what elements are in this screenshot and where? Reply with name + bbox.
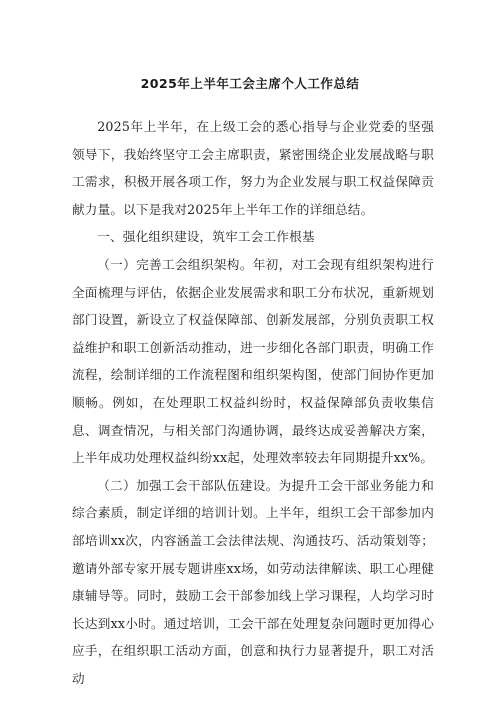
document-body: [72, 113, 434, 692]
section-paragraph-2: （二）加强工会干部队伍建设。为提升工会干部业务能力和综合素质，制定详细的培训计划。上半年，组织工会干部参加内部培训xx次，内容涵盖工会法律法规、沟通技巧、活动策划等；邀请外部专家开展专题讲座xx场，如劳动法律解读、职工心理健康辅导等。同时，鼓励工会干部参加线上学习课程，人均学习时长达到xx小时。通过培训，工会干部在处理复杂问题时更加得心应手，在组织职工活动方面，创意和执行力显著提升，职工对活动: [72, 477, 434, 686]
section-paragraph-1: （一）完善工会组织架构。年初，对工会现有组织架构进行全面梳理与评估，依据企业发展需求和职工分布状况，重新规划部门设置，新设立了权益保障部、创新发展部，分别负责职工权益维护和职工创新活动推动，进一步细化各部门职责，明确工作流程，绘制详细的工作流程图和组织架构图，使部门间协作更加顺畅。例如，在处理职工权益纠纷时，权益保障部负责收集信息、调查情况，与相关部门沟通协调，最终达成妥善解决方案，上半年成功处理权益纠纷xx起，处理效率较去年同期提升xx%。: [72, 256, 434, 466]
section-heading: 一、强化组织建设，筑牢工会工作根基: [97, 229, 315, 245]
document-title: 2025年上半年工会主席个人工作总结: [140, 76, 360, 91]
intro-paragraph: 2025年上半年，在上级工会的悉心指导与企业党委的坚强领导下，我始终坚守工会主席职责，紧密围绕企业发展战略与职工需求，积极开展各项工作，努力为企业发展与职工权益保障贡献力量。以下是我对2025年上半年工作的详细总结。: [72, 119, 434, 217]
